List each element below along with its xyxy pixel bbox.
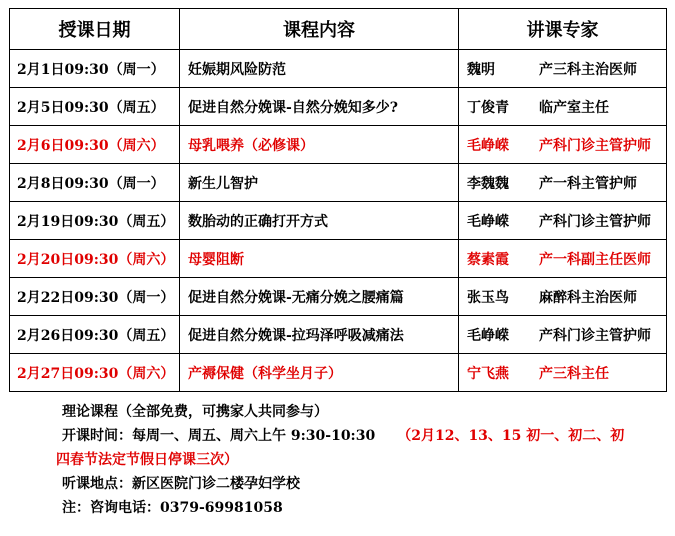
cell-date: 2月6日09:30（周六）	[10, 126, 180, 164]
table-row	[10, 316, 667, 354]
course-notes	[56, 400, 662, 520]
note-contact: 注：咨询电话：0379-69981058	[62, 500, 283, 516]
cell-expert	[459, 316, 667, 354]
cell-date: 2月19日09:30（周五）	[10, 202, 180, 240]
table-header-row	[10, 9, 667, 50]
note-theory: 理论课程（全部免费，可携家人共同参与）	[62, 404, 328, 420]
expert-name: 张玉鸟	[467, 289, 509, 306]
cell-topic: 母乳喂养（必修课）	[180, 126, 459, 164]
cell-expert	[459, 126, 667, 164]
cell-expert	[459, 164, 667, 202]
cell-date: 2月5日09:30（周五）	[10, 88, 180, 126]
expert-title: 产一科副主任医师	[539, 251, 651, 268]
cell-expert	[459, 50, 667, 88]
cell-topic: 促进自然分娩课-自然分娩知多少?	[180, 88, 459, 126]
note-time-text: 开课时间：每周一、周五、周六上午 9:30-10:30	[62, 428, 376, 444]
expert-title: 产三科主治医师	[539, 61, 637, 78]
cell-date: 2月22日09:30（周一）	[10, 278, 180, 316]
note-holiday-part1: （2月12、13、15 初一、初二、初	[397, 428, 625, 444]
cell-date: 2月20日09:30（周六）	[10, 240, 180, 278]
note-location: 听课地点：新区医院门诊二楼孕妇学校	[62, 476, 300, 492]
expert-title: 产科门诊主管护师	[539, 213, 651, 230]
expert-title: 产一科主管护师	[539, 175, 637, 192]
cell-expert	[459, 240, 667, 278]
cell-expert	[459, 354, 667, 392]
table-row	[10, 240, 667, 278]
expert-title: 产科门诊主管护师	[539, 137, 651, 154]
expert-name: 毛峥嵘	[467, 137, 509, 154]
cell-topic: 促进自然分娩课-拉玛泽呼吸减痛法	[180, 316, 459, 354]
expert-name: 毛峥嵘	[467, 327, 509, 344]
expert-name: 宁飞燕	[467, 365, 509, 382]
cell-topic: 妊娠期风险防范	[180, 50, 459, 88]
cell-topic: 产褥保健（科学坐月子）	[180, 354, 459, 392]
header-expert: 讲课专家	[459, 9, 667, 50]
header-topic: 课程内容	[180, 9, 459, 50]
cell-expert	[459, 88, 667, 126]
cell-date: 2月27日09:30（周六）	[10, 354, 180, 392]
expert-name: 魏明	[467, 61, 495, 78]
expert-name: 蔡素霞	[467, 251, 509, 268]
table-row	[10, 202, 667, 240]
expert-name: 丁俊青	[467, 99, 509, 116]
table-row	[10, 164, 667, 202]
header-date: 授课日期	[10, 9, 180, 50]
expert-title: 麻醉科主治医师	[539, 289, 637, 306]
expert-title: 临产室主任	[539, 99, 609, 116]
expert-name: 李魏魏	[467, 175, 509, 192]
cell-date: 2月1日09:30（周一）	[10, 50, 180, 88]
table-row	[10, 50, 667, 88]
cell-topic: 新生儿智护	[180, 164, 459, 202]
table-row	[10, 278, 667, 316]
cell-date: 2月8日09:30（周一）	[10, 164, 180, 202]
table-row	[10, 88, 667, 126]
cell-topic: 数胎动的正确打开方式	[180, 202, 459, 240]
expert-title: 产三科主任	[539, 365, 609, 382]
note-time	[62, 424, 662, 448]
cell-expert	[459, 202, 667, 240]
expert-title: 产科门诊主管护师	[539, 327, 651, 344]
cell-expert	[459, 278, 667, 316]
table-row	[10, 354, 667, 392]
course-schedule-table	[9, 8, 667, 392]
table-row	[10, 126, 667, 164]
expert-name: 毛峥嵘	[467, 213, 509, 230]
cell-date: 2月26日09:30（周五）	[10, 316, 180, 354]
cell-topic: 母婴阻断	[180, 240, 459, 278]
note-holiday-part2: 四春节法定节假日停课三次）	[56, 452, 238, 468]
cell-topic: 促进自然分娩课-无痛分娩之腰痛篇	[180, 278, 459, 316]
